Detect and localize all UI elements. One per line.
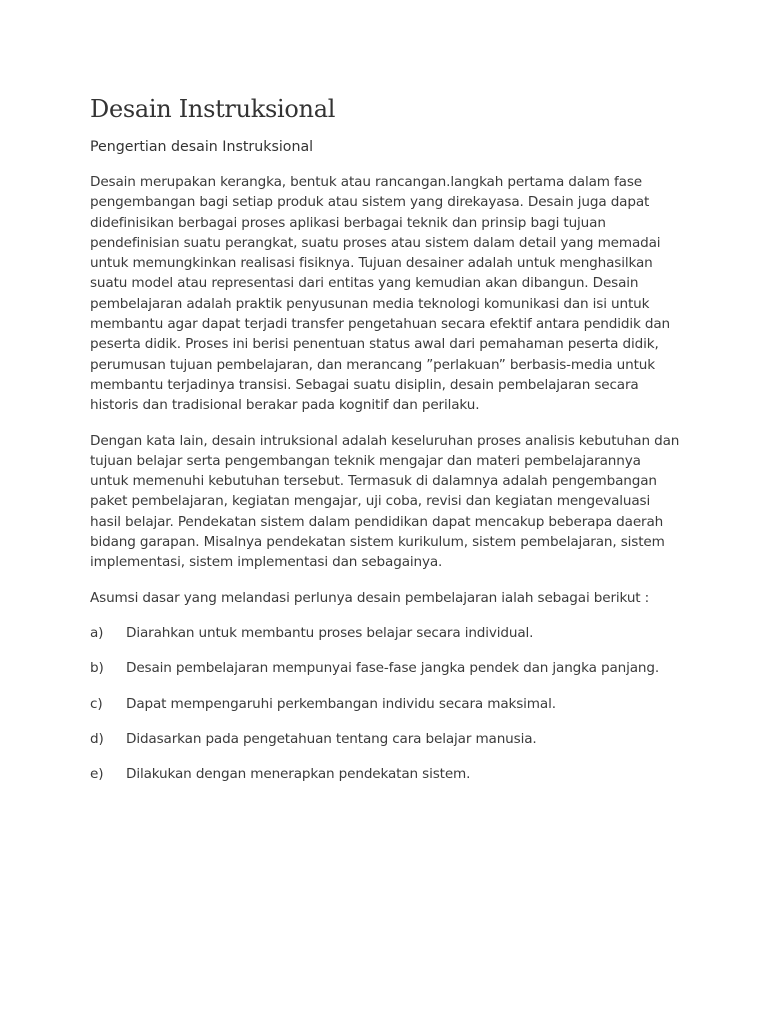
list-item-e: [90, 764, 680, 784]
paragraph-1: Desain merupakan kerangka, bentuk atau rancangan.langkah pertama dalam fase pengembangan bagi setiap produk atau sistem yang direkayasa. Desain juga dapat didefinisikan berbagai proses aplikasi berbagai teknik dan prinsip bagi tujuan pendefinisian suatu perangkat, suatu proses atau sistem dalam detail yang memadai untuk memungkinkan realisasi fisiknya. Tujuan desainer adalah untuk menghasilkan suatu model atau representasi dari entitas yang kemudian akan dibangun. Desain pembelajaran adalah praktik penyusunan media teknologi komunikasi dan isi untuk membantu agar dapat terjadi transfer pengetahuan secara efektif antara pendidik dan peserta didik. Proses ini berisi penentuan status awal dari pemahaman peserta didik, perumusan tujuan pembelajaran, dan merancang ”perlakuan” berbasis-media untuk membantu terjadinya transisi. Sebagai suatu disiplin, desain pembelajaran secara historis dan tradisional berakar pada kognitif dan perilaku.: [90, 174, 671, 414]
list-item-c: [90, 694, 680, 714]
document-page: [90, 92, 680, 799]
list-item-text: Diarahkan untuk membantu proses belajar secara individual.: [126, 624, 534, 641]
list-item-text: Dilakukan dengan menerapkan pendekatan sistem.: [126, 766, 471, 783]
list-marker: c): [90, 695, 103, 712]
list-item-a: [90, 623, 680, 643]
list-item-text: Didasarkan pada pengetahuan tentang cara belajar manusia.: [126, 730, 537, 747]
document-title: Desain Instruksional: [90, 95, 336, 123]
list-marker: a): [90, 624, 104, 641]
list-item-text: Dapat mempengaruhi perkembangan individu secara maksimal.: [126, 695, 556, 712]
paragraph-3: Asumsi dasar yang melandasi perlunya desain pembelajaran ialah sebagai berikut :: [90, 589, 650, 606]
list-item-b: [90, 658, 680, 678]
document-subtitle: Pengertian desain Instruksional: [90, 139, 314, 155]
list-item-d: [90, 729, 680, 749]
list-marker: b): [90, 660, 104, 677]
list-item-text: Desain pembelajaran mempunyai fase-fase jangka pendek dan jangka panjang.: [126, 660, 660, 677]
list-marker: d): [90, 730, 104, 747]
paragraph-2: Dengan kata lain, desain intruksional adalah keseluruhan proses analisis kebutuhan dan tujuan belajar serta pengembangan teknik mengajar dan materi pembelajarannya untuk memenuhi kebutuhan tersebut. Termasuk di dalamnya adalah pengembangan paket pembelajaran, kegiatan mengajar, uji coba, revisi dan kegiatan mengevaluasi hasil belajar. Pendekatan sistem dalam pendidikan dapat mencakup beberapa daerah bidang garapan. Misalnya pendekatan sistem kurikulum, sistem pembelajaran, sistem implementasi, sistem implementasi dan sebagainya.: [90, 432, 680, 571]
list-marker: e): [90, 766, 104, 783]
